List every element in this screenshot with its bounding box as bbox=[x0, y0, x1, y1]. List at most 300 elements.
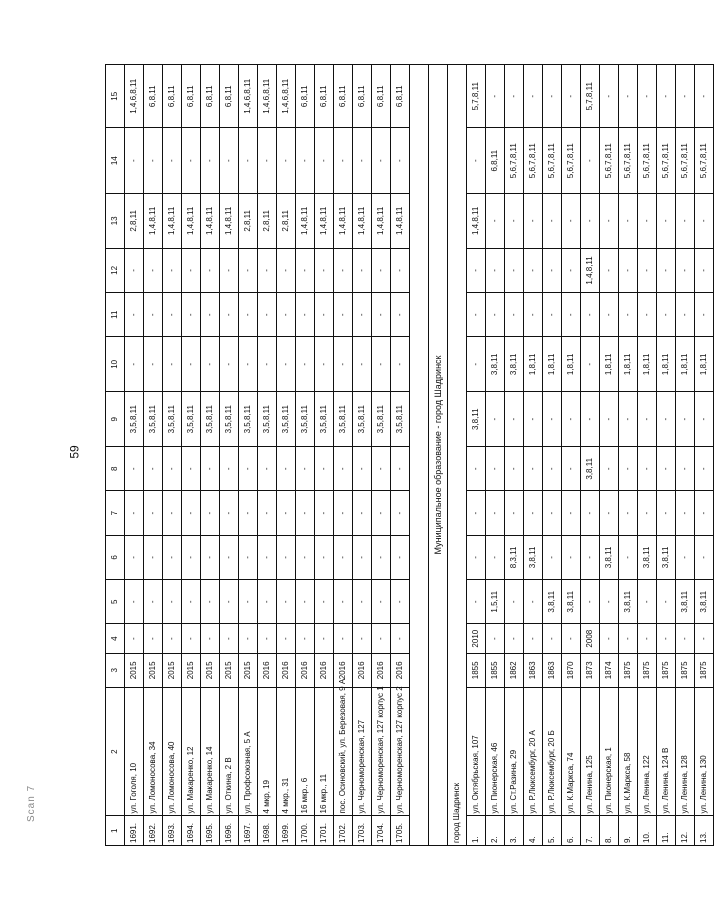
table-cell: 3,5,8,11 bbox=[277, 392, 296, 447]
table-cell: 3,5,8,11 bbox=[239, 392, 258, 447]
table-cell: - bbox=[163, 128, 182, 193]
table-cell: - bbox=[505, 447, 524, 491]
table-cell: - bbox=[524, 65, 543, 128]
table-cell: 5,6,7,8,11 bbox=[638, 128, 657, 193]
address-cell: ул. К.Маркса, 58 bbox=[619, 687, 638, 816]
row-number-cell: 1691. bbox=[125, 816, 144, 846]
table-cell: 6,8,11 bbox=[296, 65, 315, 128]
table-cell: - bbox=[334, 491, 353, 535]
table-cell: - bbox=[619, 447, 638, 491]
table-cell: - bbox=[201, 491, 220, 535]
table-cell: 3,8,11 bbox=[505, 337, 524, 392]
address-cell: 16 мкр., 11 bbox=[315, 687, 334, 816]
table-cell: - bbox=[486, 193, 505, 248]
address-cell: ул. Черноморенская, 127 корпус 1 bbox=[372, 687, 391, 816]
rotated-table-container bbox=[105, 64, 708, 846]
table-cell: 1,8,11 bbox=[619, 337, 638, 392]
table-cell: - bbox=[695, 535, 714, 579]
table-cell: 1870 bbox=[562, 653, 581, 687]
header-cell: 12 bbox=[106, 248, 125, 292]
table-cell: - bbox=[695, 447, 714, 491]
table-cell: - bbox=[277, 624, 296, 654]
header-cell: 15 bbox=[106, 65, 125, 128]
table-cell: 6,8,11 bbox=[372, 65, 391, 128]
table-cell: - bbox=[619, 293, 638, 337]
table-cell: 1875 bbox=[619, 653, 638, 687]
table-cell: - bbox=[505, 293, 524, 337]
table-cell: - bbox=[163, 580, 182, 624]
header-cell: 14 bbox=[106, 128, 125, 193]
municipality-heading: Муниципальное образование - город Шадринск bbox=[429, 65, 448, 846]
table-cell: - bbox=[144, 491, 163, 535]
table-cell: - bbox=[638, 248, 657, 292]
table-cell: - bbox=[657, 580, 676, 624]
table-cell: - bbox=[296, 248, 315, 292]
table-row bbox=[296, 65, 315, 846]
table-cell: - bbox=[334, 624, 353, 654]
table-cell: - bbox=[581, 293, 600, 337]
table-row bbox=[277, 65, 296, 846]
table-cell: - bbox=[486, 392, 505, 447]
table-cell: - bbox=[315, 248, 334, 292]
table-cell: 1,8,11 bbox=[695, 337, 714, 392]
table-cell: - bbox=[505, 624, 524, 654]
row-number-cell: 1698. bbox=[258, 816, 277, 846]
table-cell: 6,8,11 bbox=[334, 65, 353, 128]
table-cell: - bbox=[201, 624, 220, 654]
table-cell: - bbox=[182, 337, 201, 392]
table-cell: 3,5,8,11 bbox=[315, 392, 334, 447]
table-cell: - bbox=[695, 293, 714, 337]
table-cell: - bbox=[391, 248, 410, 292]
table-row bbox=[657, 65, 676, 846]
table-cell: 1,4,6,8,11 bbox=[239, 65, 258, 128]
table-cell: 1875 bbox=[638, 653, 657, 687]
table-cell: - bbox=[353, 248, 372, 292]
address-cell: ул. Пионерская, 1 bbox=[600, 687, 619, 816]
table-cell: 5,6,7,8,11 bbox=[657, 128, 676, 193]
table-cell: - bbox=[296, 293, 315, 337]
row-number-cell: 1705. bbox=[391, 816, 410, 846]
table-cell: 3,5,8,11 bbox=[258, 392, 277, 447]
table-cell: - bbox=[600, 624, 619, 654]
table-cell: 1855 bbox=[486, 653, 505, 687]
table-cell: 8,3,11 bbox=[505, 535, 524, 579]
table-cell: - bbox=[695, 248, 714, 292]
table-cell: 1875 bbox=[657, 653, 676, 687]
header-cell: 5 bbox=[106, 580, 125, 624]
table-cell: 2016 bbox=[353, 653, 372, 687]
table-cell: - bbox=[258, 580, 277, 624]
table-cell: - bbox=[562, 624, 581, 654]
table-cell: - bbox=[315, 580, 334, 624]
table-cell: - bbox=[562, 293, 581, 337]
table-cell: - bbox=[695, 193, 714, 248]
table-cell: 3,5,8,11 bbox=[163, 392, 182, 447]
table-cell: - bbox=[201, 580, 220, 624]
table-cell: - bbox=[353, 447, 372, 491]
table-cell: - bbox=[619, 491, 638, 535]
address-cell: ул. Профсоюзная, 5 А bbox=[239, 687, 258, 816]
header-cell: 11 bbox=[106, 293, 125, 337]
table-cell: 3,5,8,11 bbox=[353, 392, 372, 447]
table-row bbox=[144, 65, 163, 846]
header-cell: 13 bbox=[106, 193, 125, 248]
table-cell: - bbox=[144, 337, 163, 392]
scan-watermark: Scan 7 bbox=[26, 784, 37, 822]
table-cell: 3,8,11 bbox=[600, 535, 619, 579]
table-cell: 6,8,11 bbox=[182, 65, 201, 128]
table-cell: - bbox=[258, 248, 277, 292]
table-cell: 3,8,11 bbox=[562, 580, 581, 624]
table-cell: - bbox=[258, 535, 277, 579]
table-cell: 1,4,8,11 bbox=[467, 193, 486, 248]
table-cell: - bbox=[638, 580, 657, 624]
row-number-cell: 1703. bbox=[353, 816, 372, 846]
table-cell: 5,6,7,8,11 bbox=[619, 128, 638, 193]
table-cell: 3,5,8,11 bbox=[391, 392, 410, 447]
address-cell: ул. К.Маркса, 74 bbox=[562, 687, 581, 816]
table-cell: - bbox=[486, 535, 505, 579]
table-cell: 3,8,11 bbox=[638, 535, 657, 579]
table-cell: 2016 bbox=[258, 653, 277, 687]
table-cell: - bbox=[543, 65, 562, 128]
table-cell: - bbox=[182, 293, 201, 337]
address-cell: 16 мкр., 6 bbox=[296, 687, 315, 816]
header-cell: 8 bbox=[106, 447, 125, 491]
municipality-row bbox=[429, 65, 448, 846]
table-cell: - bbox=[505, 580, 524, 624]
table-cell: - bbox=[182, 580, 201, 624]
table-cell: - bbox=[334, 293, 353, 337]
table-cell: 3,8,11 bbox=[676, 580, 695, 624]
address-cell: ул. Ленина, 125 bbox=[581, 687, 600, 816]
header-cell: 6 bbox=[106, 535, 125, 579]
header-cell: 3 bbox=[106, 653, 125, 687]
table-cell: 2008 bbox=[581, 624, 600, 654]
table-cell: - bbox=[505, 65, 524, 128]
table-cell: - bbox=[144, 293, 163, 337]
table-cell: - bbox=[562, 491, 581, 535]
table-cell: - bbox=[144, 580, 163, 624]
table-cell: - bbox=[353, 491, 372, 535]
row-number-cell: 1701. bbox=[315, 816, 334, 846]
table-cell: - bbox=[277, 293, 296, 337]
table-cell: - bbox=[619, 535, 638, 579]
table-cell: - bbox=[163, 624, 182, 654]
table-cell: - bbox=[296, 128, 315, 193]
table-row bbox=[220, 65, 239, 846]
table-cell: - bbox=[296, 491, 315, 535]
table-cell: - bbox=[277, 491, 296, 535]
row-number-cell: 1693. bbox=[163, 816, 182, 846]
table-cell: - bbox=[676, 535, 695, 579]
table-cell: - bbox=[524, 392, 543, 447]
table-cell: 5,6,7,8,11 bbox=[505, 128, 524, 193]
table-cell: 2015 bbox=[182, 653, 201, 687]
header-cell: 2 bbox=[106, 687, 125, 816]
row-number-cell: 1696. bbox=[220, 816, 239, 846]
table-cell: 1,8,11 bbox=[543, 337, 562, 392]
table-cell: - bbox=[125, 337, 144, 392]
table-cell: - bbox=[163, 293, 182, 337]
table-row bbox=[391, 65, 410, 846]
table-cell: - bbox=[562, 248, 581, 292]
table-cell: - bbox=[467, 447, 486, 491]
address-cell: ул. Р.Люксембург, 20 Б bbox=[543, 687, 562, 816]
table-cell: 1,8,11 bbox=[600, 337, 619, 392]
table-cell: - bbox=[258, 337, 277, 392]
table-cell: 1875 bbox=[676, 653, 695, 687]
table-cell: - bbox=[676, 65, 695, 128]
table-cell: 1,4,8,11 bbox=[334, 193, 353, 248]
table-cell: 1,4,8,11 bbox=[372, 193, 391, 248]
table-cell: 3,8,11 bbox=[581, 447, 600, 491]
table-cell: - bbox=[619, 624, 638, 654]
table-cell: - bbox=[657, 447, 676, 491]
table-cell: - bbox=[315, 535, 334, 579]
table-cell: 2016 bbox=[334, 653, 353, 687]
table-cell: - bbox=[486, 65, 505, 128]
table-cell: - bbox=[201, 248, 220, 292]
table-cell: - bbox=[315, 337, 334, 392]
table-cell: - bbox=[220, 337, 239, 392]
table-cell: - bbox=[163, 535, 182, 579]
table-cell: - bbox=[467, 248, 486, 292]
table-cell: - bbox=[239, 535, 258, 579]
table-cell: - bbox=[657, 193, 676, 248]
table-cell: - bbox=[486, 624, 505, 654]
table-cell: - bbox=[125, 491, 144, 535]
table-cell: - bbox=[220, 293, 239, 337]
table-cell: - bbox=[334, 535, 353, 579]
table-cell: - bbox=[695, 491, 714, 535]
row-number-cell: 2. bbox=[486, 816, 505, 846]
table-cell: 1875 bbox=[695, 653, 714, 687]
table-cell: 6,8,11 bbox=[220, 65, 239, 128]
table-cell: - bbox=[220, 580, 239, 624]
table-row bbox=[258, 65, 277, 846]
table-cell: - bbox=[220, 535, 239, 579]
table-cell: - bbox=[315, 447, 334, 491]
table-cell: - bbox=[695, 392, 714, 447]
table-cell: - bbox=[676, 248, 695, 292]
table-cell: 2016 bbox=[372, 653, 391, 687]
table-cell: - bbox=[562, 392, 581, 447]
table-cell: - bbox=[125, 624, 144, 654]
spacer-row bbox=[410, 65, 429, 846]
header-cell: 1 bbox=[106, 816, 125, 846]
row-number-cell: 1704. bbox=[372, 816, 391, 846]
table-cell: 1,8,11 bbox=[676, 337, 695, 392]
table-cell: - bbox=[543, 447, 562, 491]
table-cell: - bbox=[543, 535, 562, 579]
table-cell: 1,8,11 bbox=[657, 337, 676, 392]
table-cell: 2,8,11 bbox=[125, 193, 144, 248]
city-row bbox=[448, 65, 467, 846]
table-cell: - bbox=[524, 491, 543, 535]
table-cell: - bbox=[201, 128, 220, 193]
city-heading: город Шадринск bbox=[448, 65, 467, 846]
table-cell: - bbox=[467, 491, 486, 535]
row-number-cell: 1700. bbox=[296, 816, 315, 846]
table-cell: - bbox=[505, 392, 524, 447]
table-cell: 3,5,8,11 bbox=[144, 392, 163, 447]
table-cell: - bbox=[296, 624, 315, 654]
table-cell: - bbox=[543, 491, 562, 535]
table-cell: - bbox=[676, 293, 695, 337]
table-cell: 1,5,11 bbox=[486, 580, 505, 624]
table-cell: 2015 bbox=[201, 653, 220, 687]
table-cell: - bbox=[657, 248, 676, 292]
table-cell: - bbox=[258, 491, 277, 535]
table-cell: - bbox=[619, 193, 638, 248]
table-cell: - bbox=[391, 580, 410, 624]
table-cell: 6,8,11 bbox=[391, 65, 410, 128]
table-row bbox=[239, 65, 258, 846]
table-cell: 6,8,11 bbox=[201, 65, 220, 128]
table-cell: - bbox=[239, 337, 258, 392]
table-cell: 2,8,11 bbox=[277, 193, 296, 248]
table-cell: - bbox=[315, 128, 334, 193]
table-cell: - bbox=[220, 248, 239, 292]
table-cell: - bbox=[239, 293, 258, 337]
table-cell: - bbox=[543, 293, 562, 337]
spacer-cell bbox=[410, 65, 429, 846]
table-cell: - bbox=[391, 491, 410, 535]
table-cell: 3,5,8,11 bbox=[334, 392, 353, 447]
row-number-cell: 8. bbox=[600, 816, 619, 846]
table-cell: 3,8,11 bbox=[467, 392, 486, 447]
table-cell: - bbox=[144, 624, 163, 654]
table-cell: - bbox=[524, 447, 543, 491]
table-cell: - bbox=[391, 624, 410, 654]
header-cell: 7 bbox=[106, 491, 125, 535]
table-cell: - bbox=[372, 337, 391, 392]
table-cell: - bbox=[220, 128, 239, 193]
table-cell: 3,5,8,11 bbox=[372, 392, 391, 447]
table-row bbox=[676, 65, 695, 846]
table-row bbox=[562, 65, 581, 846]
table-row bbox=[638, 65, 657, 846]
table-cell: - bbox=[505, 491, 524, 535]
row-number-cell: 1695. bbox=[201, 816, 220, 846]
table-cell: - bbox=[619, 65, 638, 128]
address-cell: ул. Макаренко, 14 bbox=[201, 687, 220, 816]
table-cell: - bbox=[163, 447, 182, 491]
table-cell: - bbox=[372, 535, 391, 579]
table-cell: 3,5,8,11 bbox=[296, 392, 315, 447]
address-cell: ул. Черноморенская, 127 корпус 2 bbox=[391, 687, 410, 816]
address-cell: пос. Осиновский, ул. Березовая, 9 А bbox=[334, 687, 353, 816]
table-cell: 2016 bbox=[277, 653, 296, 687]
table-cell: - bbox=[144, 447, 163, 491]
table-cell: 1,8,11 bbox=[638, 337, 657, 392]
table-cell: - bbox=[600, 580, 619, 624]
table-cell: 1,4,8,11 bbox=[182, 193, 201, 248]
table-cell: 3,5,8,11 bbox=[201, 392, 220, 447]
table-cell: - bbox=[524, 248, 543, 292]
table-cell: 5,6,7,8,11 bbox=[676, 128, 695, 193]
table-cell: - bbox=[676, 624, 695, 654]
table-cell: - bbox=[334, 447, 353, 491]
table-cell: - bbox=[239, 447, 258, 491]
table-row bbox=[505, 65, 524, 846]
address-cell: ул. Ленина, 128 bbox=[676, 687, 695, 816]
table-cell: 2015 bbox=[220, 653, 239, 687]
address-cell: ул. Ленина, 122 bbox=[638, 687, 657, 816]
table-cell: 2015 bbox=[144, 653, 163, 687]
table-cell: - bbox=[239, 491, 258, 535]
row-number-cell: 1694. bbox=[182, 816, 201, 846]
table-cell: - bbox=[372, 447, 391, 491]
table-cell: - bbox=[695, 624, 714, 654]
table-cell: - bbox=[581, 580, 600, 624]
table-cell: - bbox=[600, 293, 619, 337]
table-cell: 1,4,8,11 bbox=[581, 248, 600, 292]
table-row bbox=[619, 65, 638, 846]
table-cell: - bbox=[543, 193, 562, 248]
address-cell: ул. Откина, 2 В bbox=[220, 687, 239, 816]
table-cell: - bbox=[657, 65, 676, 128]
table-cell: - bbox=[486, 491, 505, 535]
table-cell: - bbox=[505, 193, 524, 248]
table-body bbox=[125, 65, 714, 846]
table-cell: - bbox=[638, 65, 657, 128]
table-cell: 1,4,8,11 bbox=[201, 193, 220, 248]
address-cell: 4 мкр, 19 bbox=[258, 687, 277, 816]
table-cell: 1,4,8,11 bbox=[353, 193, 372, 248]
table-cell: - bbox=[353, 293, 372, 337]
table-cell: 1,8,11 bbox=[524, 337, 543, 392]
row-number-cell: 1697. bbox=[239, 816, 258, 846]
table-cell: - bbox=[220, 624, 239, 654]
table-cell: - bbox=[334, 337, 353, 392]
table-cell: - bbox=[638, 293, 657, 337]
table-cell: - bbox=[581, 128, 600, 193]
table-cell: 2016 bbox=[315, 653, 334, 687]
table-cell: - bbox=[562, 535, 581, 579]
table-cell: - bbox=[125, 447, 144, 491]
table-cell: - bbox=[315, 491, 334, 535]
table-cell: - bbox=[372, 491, 391, 535]
table-cell: - bbox=[467, 580, 486, 624]
table-cell: - bbox=[562, 65, 581, 128]
address-cell: ул. Ломоносова, 40 bbox=[163, 687, 182, 816]
table-cell: - bbox=[467, 293, 486, 337]
table-cell: 6,8,11 bbox=[486, 128, 505, 193]
table-cell: 6,8,11 bbox=[353, 65, 372, 128]
table-cell: - bbox=[125, 128, 144, 193]
table-row bbox=[524, 65, 543, 846]
table-cell: 5,6,7,8,11 bbox=[524, 128, 543, 193]
address-cell: ул. Ломоносова, 34 bbox=[144, 687, 163, 816]
row-number-cell: 1692. bbox=[144, 816, 163, 846]
table-cell: - bbox=[353, 580, 372, 624]
row-number-cell: 12. bbox=[676, 816, 695, 846]
table-cell: - bbox=[258, 293, 277, 337]
table-row bbox=[125, 65, 144, 846]
table-cell: - bbox=[372, 248, 391, 292]
table-cell: 3,8,11 bbox=[695, 580, 714, 624]
table-cell: 6,8,11 bbox=[315, 65, 334, 128]
table-cell: - bbox=[296, 580, 315, 624]
table-cell: 1873 bbox=[581, 653, 600, 687]
table-cell: - bbox=[201, 293, 220, 337]
row-number-cell: 5. bbox=[543, 816, 562, 846]
address-cell: ул. Пионерская, 46 bbox=[486, 687, 505, 816]
row-number-cell: 1699. bbox=[277, 816, 296, 846]
